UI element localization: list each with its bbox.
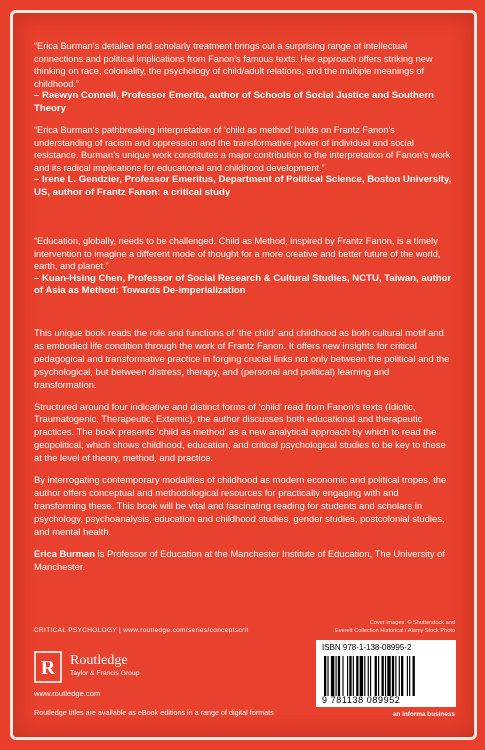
isbn-barcode-box (316, 640, 456, 707)
endorsement-attribution: – Irene L. Gendzier, Professor Emeritus, Department of Political Science, Boston University, US, author of Frantz Fanon: a critical study (34, 174, 452, 198)
author-name: Erica Burman (34, 547, 95, 559)
barcode-icon (322, 656, 450, 696)
endorsement-quote: “Education, globally, needs to be challenged. Child as Method, inspired by Frantz Fanon, is a timely intervention to imagine a different mode of thought for a more creative and better future of the world, earth, and planet.” (34, 236, 441, 272)
ebook-note: Routledge titles are available as eBook editions in a range of digital formats (34, 708, 274, 717)
author-bio (34, 548, 452, 574)
endorsement-quote: “Erica Burman’s detailed and scholarly treatment brings out a surprising range of intellectual connections and political implications from Fanon’s famous texts. Her approach offers striking new thinking on race, coloniality, the psychology of child/adult relations, and the multiple meanings of childhood.” (34, 41, 433, 89)
endorsement-attribution: – Kuan-Hsing Chen, Professor of Social Research & Cultural Studies, NCTU, Taiwan, author of Asia as Method: Towards De-imperialization (34, 272, 452, 297)
publisher-name: Routledge (70, 653, 128, 668)
informa-business-label: an informa business (392, 711, 455, 718)
book-description (34, 327, 452, 582)
routledge-logo-icon (34, 651, 62, 683)
isbn-label: ISBN 978-1-138-08995-2 (322, 643, 412, 652)
description-paragraph: This unique book reads the role and functions of ‘the child’ and childhood as both cultural motif and as embodied life condition through the work of Frantz Fanon. It offers new insights for critical pedagogical and transformative practice in forging crucial links not only between the political and the psychological, but between distress, therapy, and (personal and political) learning and transformation. (34, 327, 450, 390)
endorsement-3 (34, 235, 452, 298)
cover-credits-line: Everett Collection Historical / Alamy Stock Photo (334, 628, 455, 634)
publisher-logo (34, 651, 204, 685)
barcode-digits: 9 781138 089952 (322, 695, 401, 705)
author-bio-text: is Professor of Education at the Manchester Institute of Education, The University of Manchester. (34, 547, 445, 572)
publisher-website: www.routledge.com (34, 689, 101, 698)
endorsement-attribution: – Raewyn Connell, Professor Emerita, author of Schools of Social Justice and Southern Theory (34, 90, 434, 114)
cover-credits-line: Cover images: © Shutterstock and (369, 620, 455, 626)
cover-credits (335, 619, 455, 635)
publisher-subtitle: Taylor & Francis Group (70, 670, 140, 677)
series-line: CRITICAL PSYCHOLOGY | www.routledge.com/series/conceptscrit (34, 627, 249, 634)
endorsement-quote: “Erica Burman’s pathbreaking interpretation of ‘child as method’ builds on Frantz Fanon’s understanding of racism and oppression and the transformative power of individual and social resistance. Burman’s unique work constitutes a major contribution to the interpretation of Fanon’s work and its radical implications for educational and childhood development.” (34, 125, 451, 173)
endorsement-2 (34, 124, 452, 200)
svg-text:R: R (40, 657, 56, 679)
description-paragraph: Structured around four indicative and distinct forms of ‘child’ read from Fanon’s texts (Idiotic, Traumatogenic, Therapeutic, Extemic), the author discusses both educational and therapeutic practices. The book presents ‘child as method’ as a new analytical approach by which to read the geopolitical, which shows childhood, education, and critical psychological studies to be key to these at the level of theory, method, and practice. (34, 400, 446, 464)
endorsement-1 (34, 40, 452, 116)
description-paragraph: By interrogating contemporary modalities of childhood as modern economic and political tropes, the author offers conceptual and methodological resources for practically engaging with and transforming these. This book will be vital and fascinating reading for students and scholars in psychology, psychoanalysis, education and childhood studies, gender studies, postcolonial studies, and mental health. (34, 474, 447, 537)
